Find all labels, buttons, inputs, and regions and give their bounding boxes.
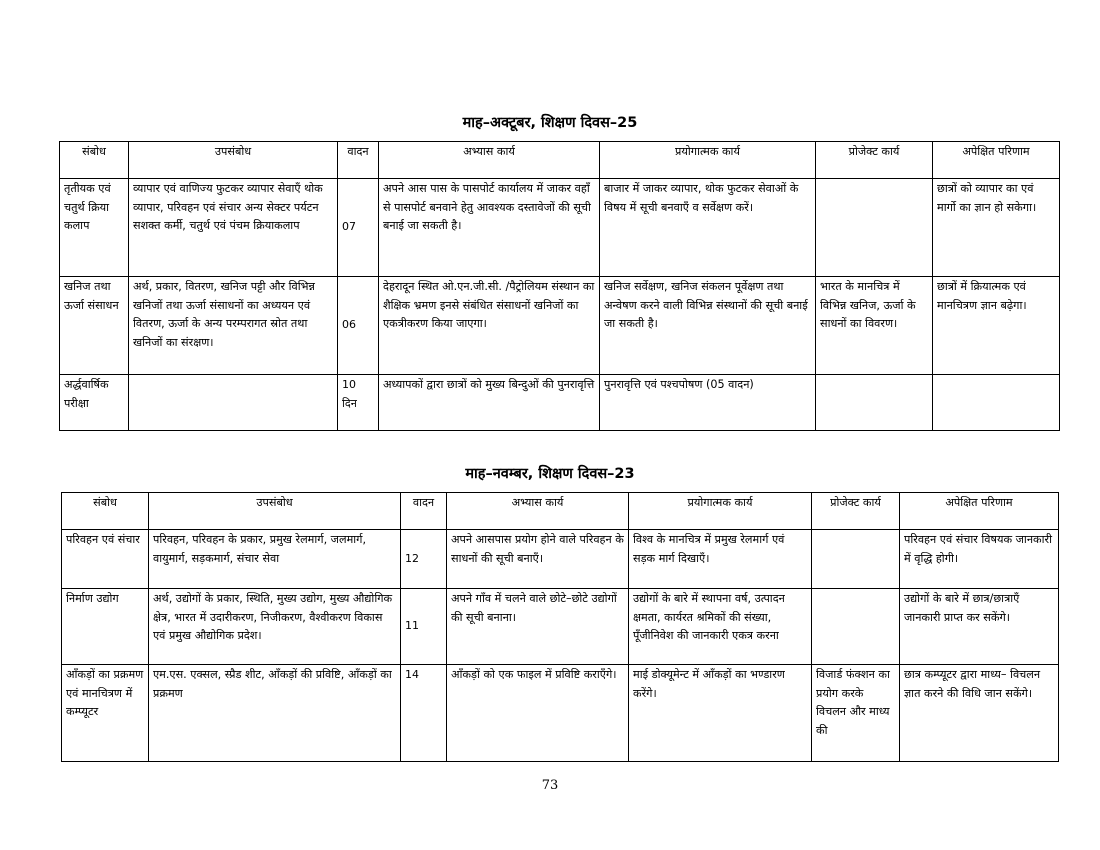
cell-concept: अर्द्धवार्षिक परीक्षा — [60, 375, 129, 431]
cell-exercise: आँकड़ों को एक फाइल में प्रविष्टि कराएँगे। — [447, 665, 629, 762]
cell-concept: तृतीयक एवं चतुर्थ क्रिया कलाप — [60, 179, 129, 277]
section-title-october: माह–अक्टूबर, शिक्षण दिवस–25 — [462, 115, 638, 131]
cell-periods: 11 — [401, 589, 447, 665]
table-row — [62, 665, 1059, 762]
cell-exercise: देहरादून स्थित ओ.एन.जी.सी. /पैट्रोलियम संस्थान का शैक्षिक भ्रमण इनसे संबंधित संसाधनों खनिजों का एकत्रीकरण किया जाएगा। — [379, 277, 600, 375]
table-header-row — [62, 493, 1059, 530]
cell-subconcept: अर्थ, प्रकार, वितरण, खनिज पट्टी और विभिन्न खनिजों तथा ऊर्जा संसाधनों का अध्ययन एवं वितरण, ऊर्जा के अन्य परम्परागत स्रोत तथा खनिजों का संरक्षण। — [129, 277, 338, 375]
header-subconcept: उपसंबोध — [129, 142, 338, 179]
cell-practical: खनिज सर्वेक्षण, खनिज संकलन पूर्वेक्षण तथा अन्वेषण करने वाली विभिन्न संस्थानों की सूची बनाई जा सकती है। — [600, 277, 816, 375]
cell-subconcept: अर्थ, उद्योगों के प्रकार, स्थिति, मुख्य उद्योग, मुख्य औद्योगिक क्षेत्र, भारत में उदारीकरण, निजीकरण, वैश्वीकरण विकास एवं प्रमुख औद्योगिक प्रदेश। — [149, 589, 401, 665]
header-project: प्रोजेक्ट कार्य — [816, 142, 933, 179]
cell-periods: 12 — [401, 530, 447, 589]
cell-subconcept: एम.एस. एक्सल, स्प्रैड शीट, आँकड़ों की प्रविष्टि, आँकड़ों का प्रक्रमण — [149, 665, 401, 762]
cell-practical: उद्योगों के बारे में स्थापना वर्ष, उत्पादन क्षमता, कार्यरत श्रमिकों की संख्या, पूँजीनिवेश की जानकारी एकत्र करना — [629, 589, 812, 665]
header-concept: संबोध — [60, 142, 129, 179]
header-exercise: अभ्यास कार्य — [379, 142, 600, 179]
cell-practical: माई डोक्यूमेन्ट में आँकड़ों का भण्डारण करेंगे। — [629, 665, 812, 762]
cell-concept: आँकड़ों का प्रक्रमण एवं मानचित्रण में कम्प्यूटर — [62, 665, 149, 762]
cell-subconcept: व्यापार एवं वाणिज्य फुटकर व्यापार सेवाएँ थोक व्यापार, परिवहन एवं संचार अन्य सेक्टर पर्यटन सशक्त कर्मी, चतुर्थ एवं पंचम क्रियाकलाप — [129, 179, 338, 277]
cell-project — [816, 375, 933, 431]
cell-practical: पुनरावृत्ति एवं पश्चपोषण (05 वादन) — [600, 375, 816, 431]
cell-practical: बाजार में जाकर व्यापार, थोक फुटकर सेवाओं के विषय में सूची बनवाएँ व सर्वेक्षण करें। — [600, 179, 816, 277]
table-row — [62, 589, 1059, 665]
cell-practical: विश्व के मानचित्र में प्रमुख रेलमार्ग एवं सड़क मार्ग दिखाएँ। — [629, 530, 812, 589]
header-subconcept: उपसंबोध — [149, 493, 401, 530]
header-outcome: अपेक्षित परिणाम — [900, 493, 1059, 530]
table-row — [60, 375, 1060, 431]
cell-exercise: अपने आसपास प्रयोग होने वाले परिवहन के साधनों की सूची बनाएँ। — [447, 530, 629, 589]
header-periods: वादन — [338, 142, 379, 179]
header-outcome: अपेक्षित परिणाम — [933, 142, 1060, 179]
table-row — [62, 530, 1059, 589]
cell-concept: परिवहन एवं संचार — [62, 530, 149, 589]
cell-periods: 14 — [401, 665, 447, 762]
cell-periods: 06 — [338, 277, 379, 375]
header-concept: संबोध — [62, 493, 149, 530]
table-row — [60, 277, 1060, 375]
cell-periods: 10 दिन — [338, 375, 379, 431]
cell-outcome: परिवहन एवं संचार विषयक जानकारी में वृद्धि होगी। — [900, 530, 1059, 589]
cell-project: भारत के मानचित्र में विभिन्न खनिज, ऊर्जा के साधनों का विवरण। — [816, 277, 933, 375]
table-header-row — [60, 142, 1060, 179]
cell-outcome: छात्रों में क्रियात्मक एवं मानचित्रण ज्ञान बढ़ेगा। — [933, 277, 1060, 375]
cell-subconcept: परिवहन, परिवहन के प्रकार, प्रमुख रेलमार्ग, जलमार्ग, वायुमार्ग, सड़कमार्ग, संचार सेवा — [149, 530, 401, 589]
header-project: प्रोजेक्ट कार्य — [812, 493, 900, 530]
cell-outcome: उद्योगों के बारे में छात्र/छात्राएँ जानकारी प्राप्त कर सकेंगे। — [900, 589, 1059, 665]
section-title-november: माह–नवम्बर, शिक्षण दिवस–23 — [465, 466, 635, 482]
cell-concept: खनिज तथा ऊर्जा संसाधन — [60, 277, 129, 375]
syllabus-table-november — [61, 492, 1059, 762]
header-practical: प्रयोगात्मक कार्य — [600, 142, 816, 179]
cell-project — [812, 530, 900, 589]
table-row — [60, 179, 1060, 277]
cell-periods: 07 — [338, 179, 379, 277]
cell-outcome: छात्र कम्प्यूटर द्वारा माध्य– विचलन ज्ञात करने की विधि जान सकेंगे। — [900, 665, 1059, 762]
cell-project: विजार्ड फंक्शन का प्रयोग करके विचलन और माध्य की — [812, 665, 900, 762]
header-practical: प्रयोगात्मक कार्य — [629, 493, 812, 530]
cell-exercise: अध्यापकों द्वारा छात्रों को मुख्य बिन्दुओं की पुनरावृत्ति — [379, 375, 600, 431]
cell-exercise: अपने आस पास के पासपोर्ट कार्यालय में जाकर वहाँ से पासपोर्ट बनवाने हेतु आवश्यक दस्तावेजों की सूची बनाई जा सकती है। — [379, 179, 600, 277]
syllabus-table-october — [59, 141, 1060, 431]
cell-subconcept — [129, 375, 338, 431]
header-periods: वादन — [401, 493, 447, 530]
header-exercise: अभ्यास कार्य — [447, 493, 629, 530]
page-number: 73 — [541, 778, 559, 793]
cell-exercise: अपने गाँव में चलने वाले छोटे–छोटे उद्योगों की सूची बनाना। — [447, 589, 629, 665]
cell-outcome — [933, 375, 1060, 431]
cell-project — [816, 179, 933, 277]
cell-project — [812, 589, 900, 665]
cell-outcome: छात्रों को व्यापार का एवं मार्गो का ज्ञान हो सकेगा। — [933, 179, 1060, 277]
cell-concept: निर्माण उद्योग — [62, 589, 149, 665]
